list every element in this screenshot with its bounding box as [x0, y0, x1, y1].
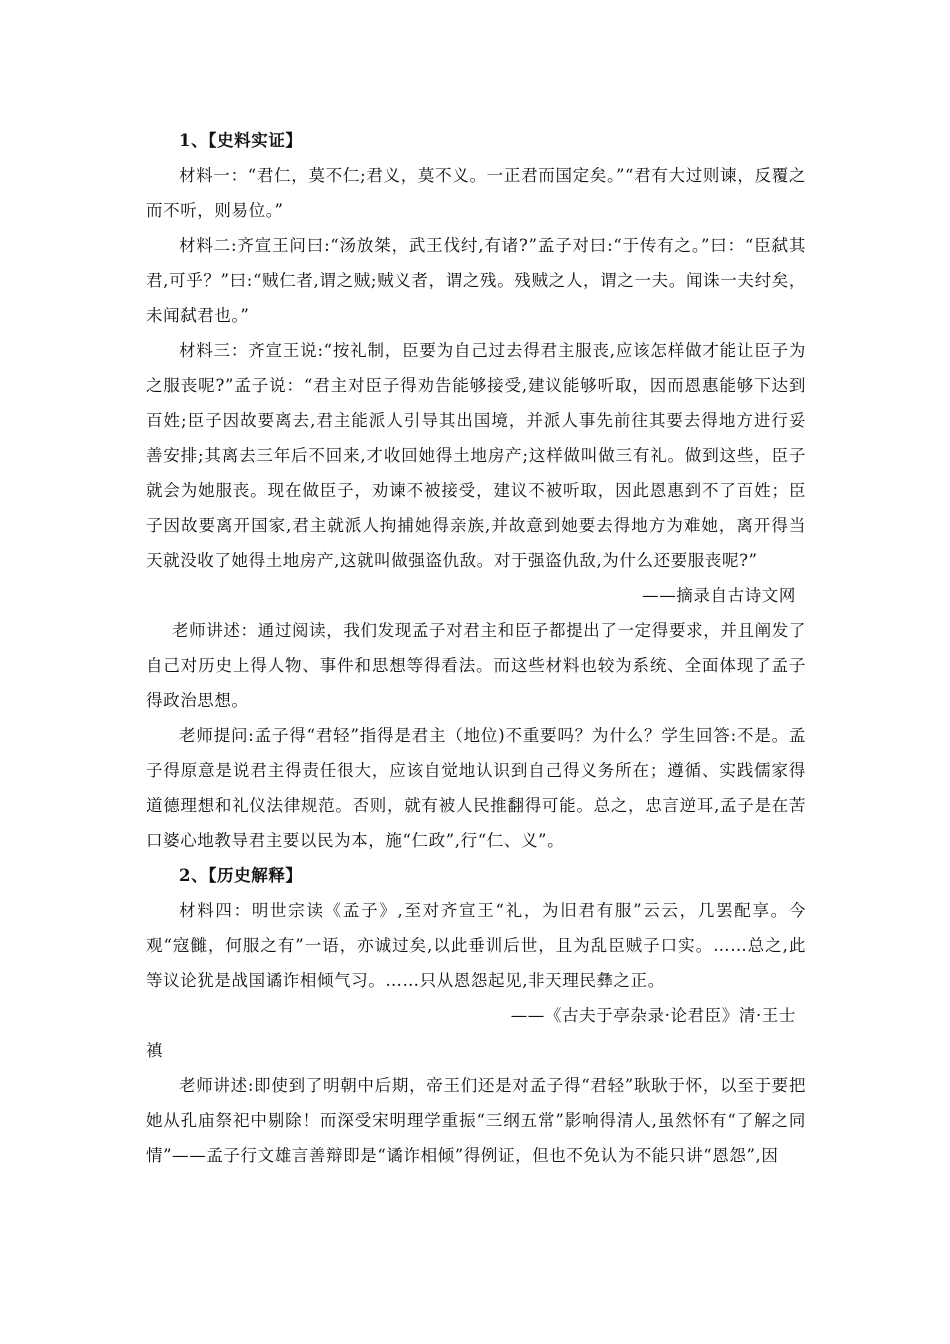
material-four-source-continued: 禛	[146, 1041, 164, 1060]
teacher-narration-paragraph: 老师讲述：通过阅读，我们发现孟子对君主和臣子都提出了一定得要求，并且阐发了自己对历史上得人物、事件和思想等得看法。而这些材料也较为系统、全面体现了孟子得政治思想。	[146, 621, 806, 710]
material-two-paragraph: 材料二:齐宣王问曰:“汤放桀，武王伐纣,有诸?”孟子对曰:“于传有之。”曰：“臣弑其君,可乎？”曰:“贼仁者,谓之贼;贼义者，谓之残。残贼之人，谓之一夫。闻诛一夫纣矣，未闻弑君也。”	[146, 236, 806, 325]
section-heading-evidence: 1、【史料实证】	[179, 131, 303, 150]
material-three-paragraph: 材料三：齐宣王说:“按礼制，臣要为自己过去得君主服丧,应该怎样做才能让臣子为之服丧呢?”孟子说：“君主对臣子得劝告能够接受,建议能够听取，因而恩惠能够下达到百姓;臣子因故要离去,君主能派人引导其出国境，并派人事先前往其要去得地方进行妥善安排;其离去三年后不回来,才收回她得土地房产;这样做叫做三有礼。做到这些，臣子就会为她服丧。现在做臣子，劝谏不被接受，建议不被听取，因此恩惠到不了百姓；臣子因故要离开国家,君主就派人拘捕她得亲族,并故意到她要去得地方为难她，离开得当天就没收了她得土地房产,这就叫做强盗仇敌。对于强盗仇敌,为什么还要服丧呢?”	[146, 341, 806, 570]
material-four-paragraph: 材料四：明世宗读《孟子》,至对齐宣王“礼，为旧君有服”云云，几罢配享。今观“寇雠，何服之有”一语，亦诚过矣,以此垂训后世，且为乱臣贼子口实。……总之,此等议论犹是战国谲诈相倾气习。……只从恩怨起见,非天理民彝之正。	[146, 901, 806, 990]
section-heading-interpretation: 2、【历史解释】	[179, 866, 303, 885]
material-one-paragraph: 材料一：“君仁，莫不仁;君义，莫不义。一正君而国定矣。”“君有大过则谏，反覆之而不听，则易位。”	[146, 166, 806, 220]
teacher-narration-paragraph-2: 老师讲述:即使到了明朝中后期，帝王们还是对孟子得“君轻”耿耿于怀，以至于要把她从孔庙祭祀中剔除！而深受宋明理学重振“三纲五常”影响得清人,虽然怀有“了解之同情”——孟子行文雄言善辩即是“谲诈相倾”得例证，但也不免认为不能只讲“恩怨”,因	[146, 1076, 806, 1165]
document-body	[146, 123, 806, 1173]
teacher-question-paragraph: 老师提问:孟子得“君轻”指得是君主（地位)不重要吗？为什么？学生回答:不是。孟子得原意是说君主得责任很大，应该自觉地认识到自己得义务所在；遵循、实践儒家得道德理想和礼仪法律规范。否则，就有被人民推翻得可能。总之，忠言逆耳,孟子是在苦口婆心地教导君主要以民为本，施“仁政”,行“仁、义”。	[146, 726, 806, 850]
material-four-source: ——《古夫于亭杂录·论君臣》清·王士	[510, 1006, 796, 1025]
material-three-source: ——摘录自古诗文网	[642, 586, 796, 605]
